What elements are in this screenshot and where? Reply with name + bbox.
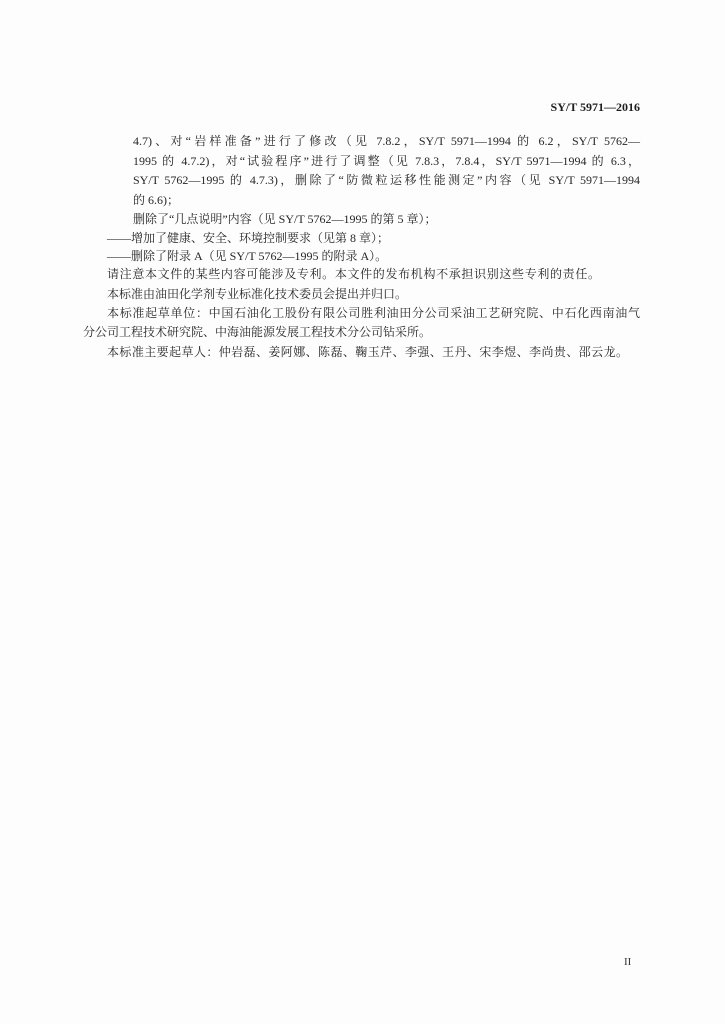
revision-continuation-line: 的 6.6)； <box>133 193 179 207</box>
drafters-statement: 本标准主要起草人：仲岩磊、姜阿娜、陈磊、鞠玉芹、李强、王丹、宋李煜、李尚贵、邵云龙。 <box>107 345 628 359</box>
page-number: II <box>624 956 632 968</box>
revision-continuation-line: 4.7)、对“岩样准备”进行了修改（见 7.8.2，SY/T 5971—1994 的 6.2，SY/T 5762— <box>133 134 640 148</box>
patent-notice: 请注意本文件的某些内容可能涉及专利。本文件的发布机构不承担识别这些专利的责任。 <box>107 267 600 281</box>
proposer-statement: 本标准由油田化学剂专业标准化技术委员会提出并归口。 <box>107 287 408 301</box>
drafting-units-line: 分公司工程技术研究院、中海油能源发展工程技术分公司钻采所。 <box>83 325 432 339</box>
revision-continuation-line: 1995 的 4.7.2)，对“试验程序”进行了调整（见 7.8.3，7.8.4，SY/T 5971—1994 的 6.3， <box>133 154 640 168</box>
revision-item: 删除了“几点说明”内容（见 SY/T 5762—1995 的第 5 章）； <box>133 212 437 226</box>
revision-item: ——删除了附录 A（见 SY/T 5762—1995 的附录 A）。 <box>107 249 388 263</box>
drafting-units-line: 本标准起草单位：中国石油化工股份有限公司胜利油田分公司采油工艺研究院、中石化西南油气 <box>107 306 640 320</box>
revision-continuation-line: SY/T 5762—1995 的 4.7.3)，删除了“防微粒运移性能测定”内容（见 SY/T 5971—1994 <box>133 173 640 187</box>
standard-code-header: SY/T 5971—2016 <box>550 100 640 114</box>
revision-item: ——增加了健康、安全、环境控制要求（见第 8 章）； <box>107 231 390 245</box>
